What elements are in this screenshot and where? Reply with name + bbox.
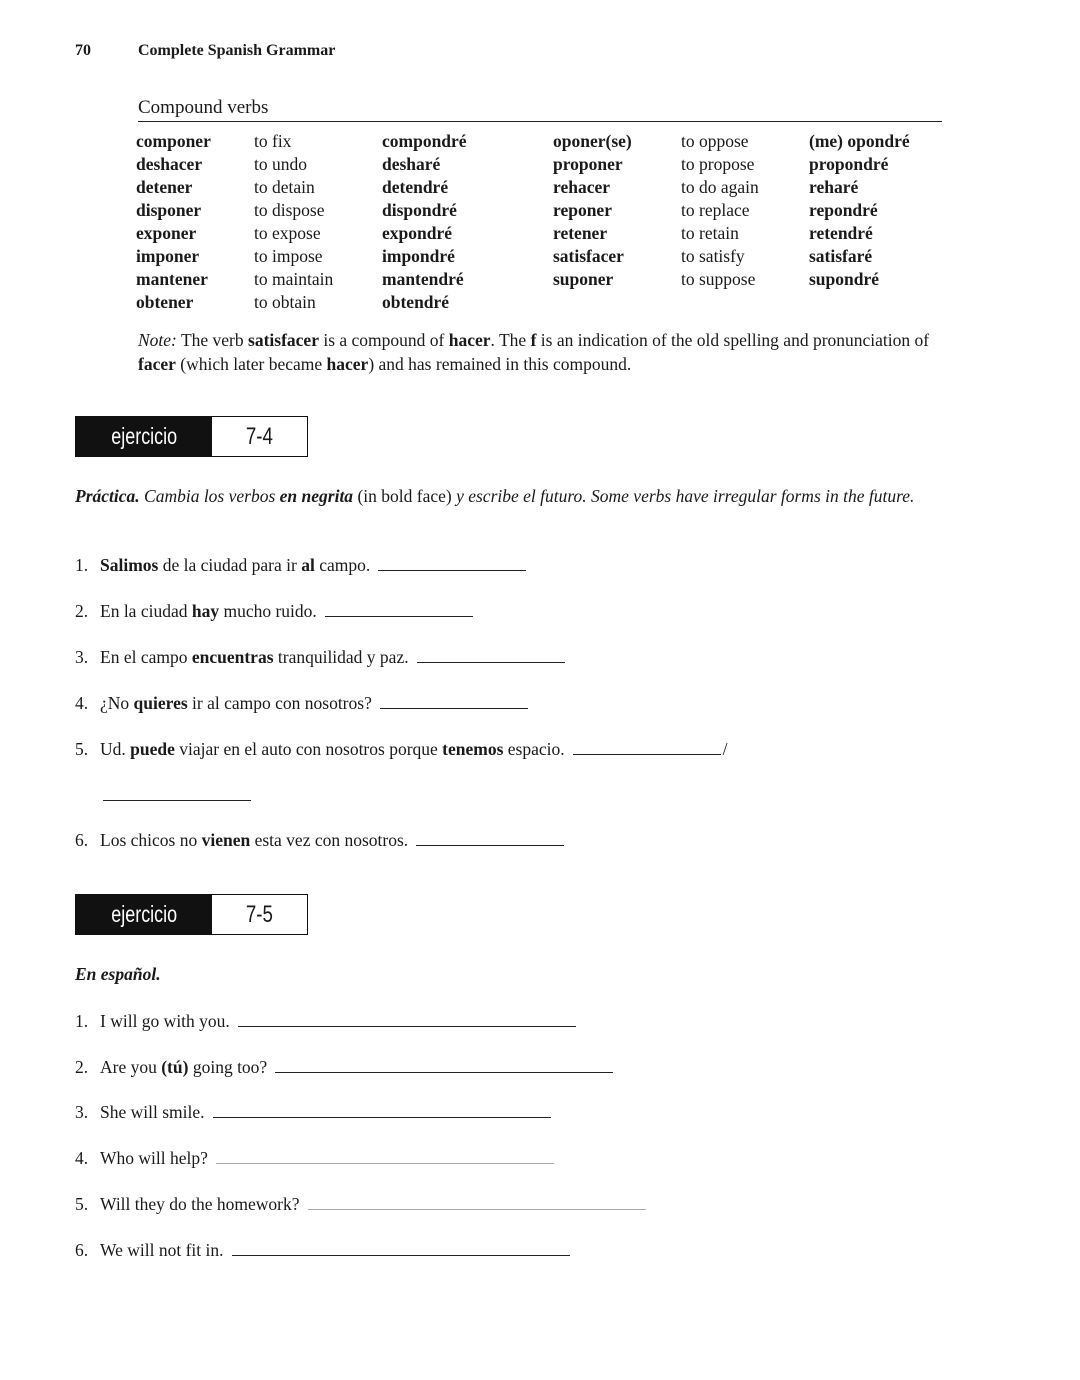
table-cell — [681, 291, 809, 314]
table-cell: supondré — [809, 269, 880, 289]
table-row — [136, 268, 949, 291]
note-text: is a compound of — [318, 330, 449, 350]
item-number: 6. — [75, 830, 89, 850]
answer-blank[interactable] — [275, 1071, 613, 1073]
table-row — [136, 199, 949, 222]
item-text: de la ciudad para ir — [158, 555, 302, 575]
table-cell: to do again — [681, 177, 759, 197]
exercise-header-7-4 — [75, 416, 308, 457]
answer-blank[interactable] — [308, 1208, 646, 1210]
book-title: Complete Spanish Grammar — [138, 42, 336, 59]
table-cell: deshacer — [136, 154, 203, 174]
table-cell: propondré — [809, 154, 889, 174]
table-cell: mantendré — [382, 269, 464, 289]
answer-blank[interactable] — [103, 800, 251, 801]
table-cell — [809, 291, 949, 314]
table-cell: compondré — [382, 131, 467, 151]
bold-verb: al — [301, 555, 315, 575]
item-text: Are you — [100, 1057, 162, 1077]
answer-blank[interactable] — [573, 753, 721, 755]
table-cell: satisfaré — [809, 246, 873, 266]
table-cell: to expose — [254, 223, 321, 243]
exercise-item — [75, 1056, 613, 1078]
table-cell: to undo — [254, 154, 307, 174]
exercise-item — [75, 1010, 576, 1032]
table-cell: proponer — [553, 154, 623, 174]
table-cell: to oppose — [681, 131, 749, 151]
table-cell: (me) opondré — [809, 131, 910, 151]
answer-blank[interactable] — [325, 615, 473, 617]
table-cell: reharé — [809, 177, 859, 197]
item-number: 5. — [75, 739, 89, 759]
table-cell: oponer(se) — [553, 131, 632, 151]
exercise-item — [75, 829, 564, 851]
table-cell: to fix — [254, 131, 292, 151]
table-row — [136, 176, 949, 199]
table-row — [136, 291, 949, 314]
item-text: Ud. — [100, 739, 131, 759]
note-text: ) and has remained in this compound. — [368, 354, 632, 374]
note-bold: f — [530, 330, 537, 350]
note-text: . The — [490, 330, 531, 350]
note-bold: facer — [138, 354, 176, 374]
item-text: Who will help? — [100, 1148, 208, 1168]
answer-blank[interactable] — [378, 569, 526, 571]
item-number: 4. — [75, 1148, 89, 1168]
exercise-number: 7-5 — [245, 900, 274, 928]
table-cell: retener — [553, 223, 608, 243]
item-number: 3. — [75, 1102, 89, 1122]
instr-bold: en negrita — [279, 486, 354, 506]
item-text: Will they do the homework? — [100, 1194, 300, 1214]
exercise-item — [75, 738, 728, 760]
bold-verb: quieres — [133, 693, 188, 713]
note-bold: satisfacer — [248, 330, 319, 350]
item-text: going too? — [188, 1057, 268, 1077]
note-text: is an indication of the old spelling and pronunciation of — [536, 330, 930, 350]
bold-verb: hay — [191, 601, 220, 621]
table-cell: to propose — [681, 154, 755, 174]
exercise-number: 7-4 — [245, 422, 274, 450]
table-cell: exponer — [136, 223, 197, 243]
table-cell: rehacer — [553, 177, 611, 197]
table-cell: retendré — [809, 223, 873, 243]
table-cell: obtendré — [382, 292, 450, 312]
answer-blank[interactable] — [380, 707, 528, 709]
table-cell: to maintain — [254, 269, 334, 289]
note-text: The verb — [176, 330, 249, 350]
item-number: 6. — [75, 1240, 89, 1260]
note-bold: hacer — [326, 354, 369, 374]
exercise-label: ejercicio — [76, 417, 212, 456]
item-text: espacio. — [503, 739, 565, 759]
answer-blank[interactable] — [213, 1116, 551, 1118]
item-number: 1. — [75, 1011, 89, 1031]
item-number: 5. — [75, 1194, 89, 1214]
bold-verb: vienen — [201, 830, 251, 850]
section-heading: Compound verbs — [138, 97, 942, 122]
item-text: ir al campo con nosotros? — [187, 693, 372, 713]
exercise-item — [75, 1239, 570, 1261]
table-row — [136, 130, 949, 153]
table-cell: desharé — [382, 154, 441, 174]
instr-text: y escribe el futuro. Some verbs have irregular forms in the future. — [456, 486, 915, 506]
item-number: 2. — [75, 601, 89, 621]
bold-verb: encuentras — [191, 647, 274, 667]
table-cell: detendré — [382, 177, 449, 197]
note-paragraph — [138, 328, 948, 376]
table-cell: componer — [136, 131, 211, 151]
table-cell: dispondré — [382, 200, 457, 220]
table-cell: suponer — [553, 269, 614, 289]
exercise-instructions — [75, 485, 915, 508]
running-head — [75, 42, 336, 60]
item-text: campo. — [314, 555, 371, 575]
note-label: Note: — [138, 330, 177, 350]
exercise-item — [75, 1147, 554, 1169]
note-bold: hacer — [448, 330, 491, 350]
table-cell: to obtain — [254, 292, 316, 312]
answer-blank[interactable] — [417, 661, 565, 663]
table-cell: to retain — [681, 223, 739, 243]
table-cell: to satisfy — [681, 246, 745, 266]
table-cell: reponer — [553, 200, 612, 220]
exercise-item — [75, 692, 528, 714]
exercise-item — [75, 600, 473, 622]
bold-verb: Salimos — [100, 555, 159, 575]
instr-text: (in bold face) — [353, 486, 457, 506]
table-cell: repondré — [809, 200, 878, 220]
note-text: (which later became — [175, 354, 327, 374]
page-number: 70 — [75, 42, 91, 59]
compound-verbs-table — [136, 130, 949, 314]
item-number: 4. — [75, 693, 89, 713]
item-text: She will smile. — [100, 1102, 205, 1122]
table-row — [136, 222, 949, 245]
item-text: mucho ruido. — [219, 601, 317, 621]
slash-separator: / — [722, 739, 728, 759]
table-cell — [553, 291, 681, 314]
exercise-item — [75, 646, 565, 668]
table-cell: disponer — [136, 200, 202, 220]
table-cell: detener — [136, 177, 193, 197]
table-cell: to replace — [681, 200, 750, 220]
table-cell: impondré — [382, 246, 455, 266]
item-text: En la ciudad — [100, 601, 192, 621]
item-text: (tú) — [161, 1057, 189, 1077]
table-cell: to dispose — [254, 200, 325, 220]
answer-blank[interactable] — [238, 1025, 576, 1027]
instr-text: Cambia los verbos — [139, 486, 280, 506]
bold-verb: puede — [130, 739, 175, 759]
item-number: 1. — [75, 555, 89, 575]
item-text: viajar en el auto con nosotros porque — [174, 739, 443, 759]
table-cell: imponer — [136, 246, 200, 266]
item-text: ¿No — [100, 693, 134, 713]
instr-title: Práctica. — [75, 486, 140, 506]
answer-blank[interactable] — [416, 844, 564, 846]
item-text: Los chicos no — [100, 830, 202, 850]
exercise-label: ejercicio — [76, 895, 212, 934]
item-text: tranquilidad y paz. — [273, 647, 409, 667]
table-row — [136, 153, 949, 176]
item-text: esta vez con nosotros. — [250, 830, 409, 850]
exercise-item — [75, 1193, 646, 1215]
table-cell: obtener — [136, 292, 194, 312]
exercise-instructions — [75, 963, 915, 986]
item-number: 2. — [75, 1057, 89, 1077]
item-text: I will go with you. — [100, 1011, 230, 1031]
exercise-item — [75, 554, 526, 576]
table-cell: to detain — [254, 177, 315, 197]
answer-blank[interactable] — [216, 1162, 554, 1164]
instr-title: En español. — [75, 964, 161, 984]
table-cell: to impose — [254, 246, 323, 266]
exercise-item — [75, 1101, 551, 1123]
table-cell: to suppose — [681, 269, 756, 289]
bold-verb: tenemos — [442, 739, 504, 759]
table-cell: satisfacer — [553, 246, 624, 266]
exercise-header-7-5 — [75, 894, 308, 935]
table-cell: expondré — [382, 223, 452, 243]
item-number: 3. — [75, 647, 89, 667]
item-text: We will not fit in. — [100, 1240, 224, 1260]
item-text: En el campo — [100, 647, 192, 667]
table-cell: mantener — [136, 269, 208, 289]
table-row — [136, 245, 949, 268]
answer-blank[interactable] — [232, 1254, 570, 1256]
